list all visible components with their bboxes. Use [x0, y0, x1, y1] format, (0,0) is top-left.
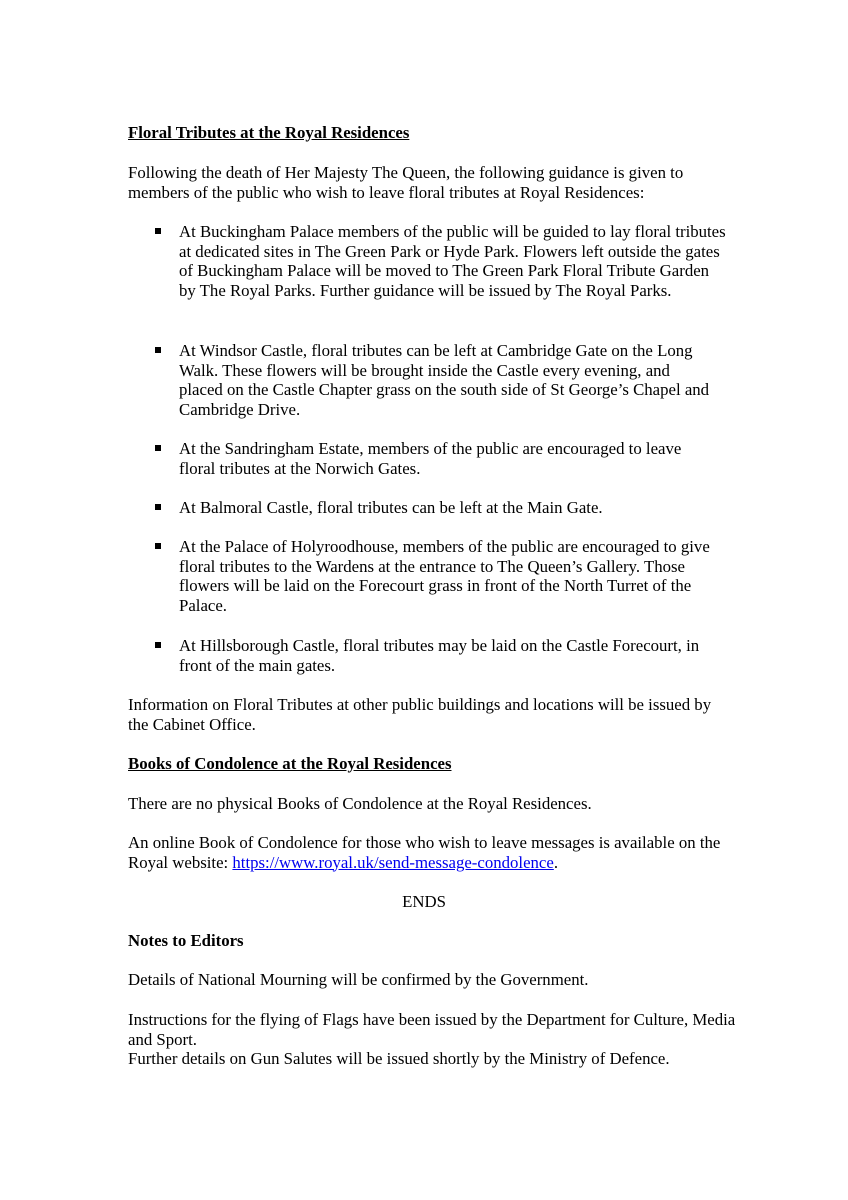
- square-bullet-icon: [155, 543, 161, 549]
- condolence-paragraph-1: There are no physical Books of Condolence at the Royal Residences.: [128, 794, 592, 813]
- bullet-text-hillsborough: At Hillsborough Castle, floral tributes may be laid on the Castle Forecourt, in front of the main gates.: [179, 636, 700, 675]
- square-bullet-icon: [155, 504, 161, 510]
- bullet-text-windsor: At Windsor Castle, floral tributes can be left at Cambridge Gate on the Long Walk. These flowers will be brought inside the Castle every evening, and placed on the Castle Chapter grass on the south side of St George’s Chapel and Cambridge Drive.: [179, 341, 710, 419]
- bullet-text-sandringham: At the Sandringham Estate, members of the public are encouraged to leave floral tributes at the Norwich Gates.: [179, 439, 682, 478]
- notes-paragraph-3: Further details on Gun Salutes will be issued shortly by the Ministry of Defence.: [128, 1049, 670, 1068]
- condolence-paragraph-2-text: An online Book of Condolence for those who wish to leave messages is available on the Royal website:: [128, 833, 721, 872]
- ends-marker: ENDS: [402, 892, 446, 911]
- floral-intro-paragraph: Following the death of Her Majesty The Queen, the following guidance is given to members of the public who wish to leave floral tributes at Royal Residences:: [128, 163, 684, 202]
- notes-paragraph-1: Details of National Mourning will be confirmed by the Government.: [128, 970, 589, 989]
- bullet-text-balmoral: At Balmoral Castle, floral tributes can be left at the Main Gate.: [179, 498, 603, 517]
- condolence-paragraph-2-suffix: .: [553, 852, 559, 872]
- square-bullet-icon: [155, 347, 161, 353]
- square-bullet-icon: [155, 445, 161, 451]
- notes-paragraph-2: Instructions for the flying of Flags have been issued by the Department for Culture, Media and Sport.: [128, 1010, 736, 1049]
- bullet-text-buckingham: At Buckingham Palace members of the public will be guided to lay floral tributes at dedicated sites in The Green Park or Hyde Park. Flowers left outside the gates of Buckingham Palace will be moved to The Green Park Floral Tribute Garden by The Royal Parks. Further guidance will be issued by The Royal Parks.: [179, 222, 726, 300]
- condolence-paragraph-2: [128, 833, 728, 872]
- bullet-text-holyroodhouse: At the Palace of Holyroodhouse, members of the public are encouraged to give floral tributes to the Wardens at the entrance to The Queen’s Gallery. Those flowers will be laid on the Forecourt grass in front of the North Turret of the Palace.: [179, 537, 710, 615]
- floral-tributes-heading: Floral Tributes at the Royal Residences: [128, 123, 410, 142]
- floral-outro-paragraph: Information on Floral Tributes at other public buildings and locations will be issued by the Cabinet Office.: [128, 695, 712, 734]
- condolence-website-link[interactable]: https://www.royal.uk/send-message-condolence: [232, 852, 554, 872]
- square-bullet-icon: [155, 228, 161, 234]
- condolence-heading: Books of Condolence at the Royal Residences: [128, 754, 452, 773]
- notes-to-editors-heading: Notes to Editors: [128, 931, 244, 950]
- square-bullet-icon: [155, 642, 161, 648]
